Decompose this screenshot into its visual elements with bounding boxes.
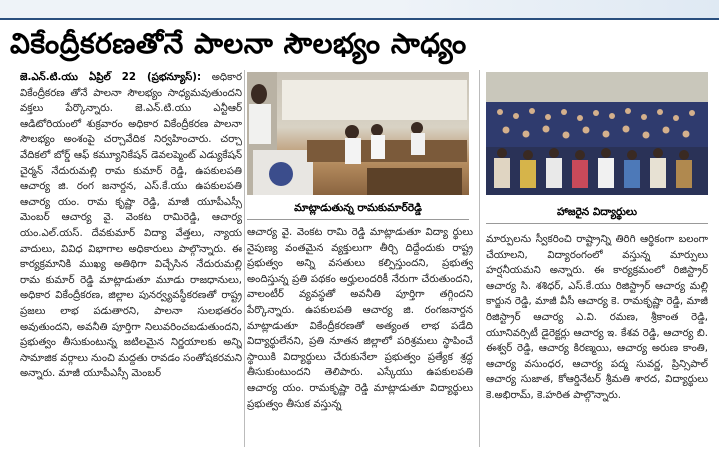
speaker-photo-drawing bbox=[247, 72, 469, 195]
article-column-2: ఆచార్య వై. వెంకట రామి రెడ్డి మాట్లాడుతూ విద్యా ర్థులు నైపుణ్య వంతమైన వ్యక్తులుగా తీర్చి దిద్దేందుకు రాష్ట్ర ప్రభుత్వం అన్ని వసతులు కల్పిస్తుందని, ప్రభుత్వ అందిస్తున్న ప్రతి పథకం అర్హులందరికీ నేరుగా చేరుతుందని, వాలంటీర్ వ్యవస్థతో అవనీతి పూర్తిగా తగ్గిందని పేర్కొన్నారు. ఉపకులపతి ఆచార్య జి. రంగజనార్దన మాట్లాడుతూ వికేంద్రీకరణతో అత్యంత లాభ పడేది విద్యార్థులేనని, ప్రతి నూతన జిల్లాలో పరిశ్రమలు స్థాపించే స్థాయికి విద్యార్థులు చేరుకునేలా ప్రభుత్వం ప్రత్యేక శ్రద్ధ తీసుకుంటుందని తెలిపారు. ఎస్కేయు ఉపకులపతి ఆచార్య యం. రామకృష్ణా రెడ్డి మాట్లాడుతూ విద్యార్థులు ప్రభుత్వం తీసుక వస్తున్న bbox=[247, 227, 473, 410]
column-divider bbox=[244, 70, 245, 447]
page-top-banner bbox=[0, 0, 719, 20]
banner-stripe bbox=[0, 18, 719, 20]
audience-photo bbox=[486, 72, 708, 195]
speaker-photo bbox=[247, 72, 469, 195]
article-headline: వికేంద్రీకరణతోనే పాలనా సౌలభ్యం సాధ్యం bbox=[10, 27, 467, 60]
speaker-photo-caption: మాట్లాడుతున్న రామకుమార్‌రెడ్డి bbox=[247, 202, 469, 220]
article-column-1 bbox=[20, 70, 242, 445]
article-dateline: జె.ఎన్.టి.యు ఏప్రిల్ 22 (ప్రభన్యూస్): bbox=[20, 72, 202, 83]
column-1-text: అధికార వికేంద్రీకరణ తోనే పాలనా సౌలభ్యం సాధ్యమవుతుందని వక్తలు పేర్కొన్నారు. జె.ఎన్.టి.యు ఎన్టీఆర్ ఆడిటోరియంలో శుక్రవారం అధికార వికేంద్రీకరణ పాలనా సౌలభ్యం అంశంపై చర్చావేదిక నిర్వహించారు. చర్చా వేదికలో బోర్డ్ ఆఫ్ కమ్యూనికేషన్ డెవలప్మెంట్ ఎడ్యుకేషన్ చైర్మన్ నేదురుమల్లి రామ కుమార్ రెడ్డి, ఉపకులపతి ఆచార్య జి. రంగ జనార్దన, ఎస్.కే.యు ఉపకులపతి ఆచార్య యం. రామ కృష్ణా రెడ్డి, మాజీ యూపీఎస్సీ మెంబర్ ఆచార్య వై. వెంకట రామిరెడ్డి, ఆచార్య యం.ఎల్.యస్. దేవకుమార్ విద్యా వేత్తలు, న్యాయ వాదులు, వివిధ విభాగాల అధికారులు పాల్గొన్నారు. ఈ కార్యక్రమానికి ముఖ్య అతిథిగా విచ్చేసిన నేదురుమల్లి రామ కుమార్ రెడ్డి మాట్లాడుతూ మూడు రాజధానులు, అధికార వికేంద్రీకరణ, జిల్లాల పునర్వ్యవస్థీకరణతో రాష్ట్ర ప్రజలు లాభ పడుతారని, పాలనా సులభతరం అవుతుందని, అవనీతి పూర్తిగా నిలువరించబడుతుందని, ప్రభుత్వం తీసుకుంటున్న జటిలమైన నిర్ణయాలకు అన్ని సామాజిక వర్గాలు నుంచి మద్దతు రావడం సంతోషకరమని అన్నారు. మాజీ యూపీఎస్సీ మెంబర్ bbox=[20, 72, 242, 380]
audience-photo-caption: హాజరైన విద్యార్థులు bbox=[486, 206, 708, 224]
audience-photo-drawing bbox=[486, 72, 708, 195]
column-divider bbox=[479, 70, 480, 447]
article-column-3: మార్పులను స్వీకరించి రాష్ట్రాన్ని తిరిగి ఆర్థికంగా బలంగా చేయాలని, విద్యారంగంలో వస్తున్న మార్పులు హర్షనీయమని అన్నారు. ఈ కార్యక్రమంలో రిజిస్ట్రార్ ఆచార్య సి. శశిధర్, ఎస్.కే.యు రిజిస్ట్రార్ ఆచార్య మల్లి కార్జున రెడ్డి, మాజీ వీసీ ఆచార్య కె. రామకృష్ణా రెడ్డి, మాజీ రిజిస్ట్రార్ ఆచార్య ఎ.వి. రమణ, శ్రీకాంత రెడ్డి, యూనివర్సిటీ డైరెక్టర్లు ఆచార్య ఇ. కేశవ రెడ్డి, ఆచార్య బి. ఈశ్వర్ రెడ్డి, ఆచార్య కిరణ్మయి, ఆచార్య అరుణ కాంతి, ఆచార్య వసుంధర, ఆచార్య పద్మ సువర్ణ, ప్రిన్సిపాల్ ఆచార్య సుజాత, కోఆర్డినేటర్ శ్రీమతి శారద, విద్యార్థులు కె.అభిరామ్, కె.హరిత పాల్గొన్నారు. bbox=[486, 234, 708, 401]
